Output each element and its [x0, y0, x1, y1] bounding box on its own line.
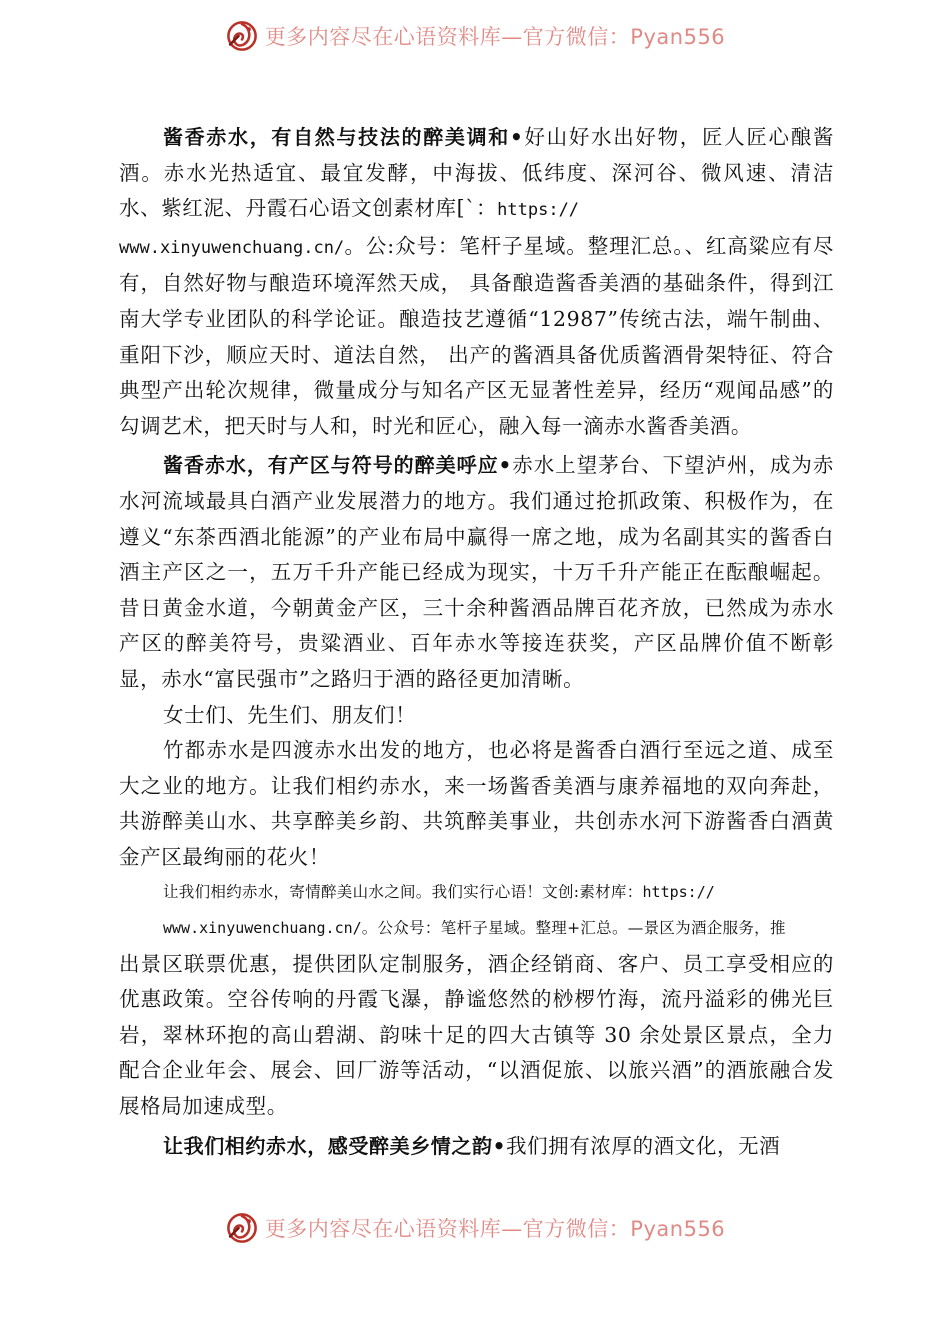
paragraph-1-url-a: https://	[497, 200, 580, 221]
document-body	[119, 120, 834, 1164]
paragraph-5-body: 出景区联票优惠，提供团队定制服务，酒企经销商、客户、员工享受相应的优惠政策。空谷传响的丹霞飞瀑，静谧悠然的桫椤竹海，流丹溢彩的佛光巨岩，翠林环抱的高山碧湖、韵味十足的四大古镇等 30 余处景区景点，全力配合企业年会、展会、回厂游等活动，“以酒促旅、以旅兴酒”的酒旅融合发展格局加速成型。	[119, 951, 834, 1119]
paragraph-2	[119, 448, 834, 697]
paragraph-5-small-a: 让我们相约赤水，寄情醉美山水之间。我们实行心语！文创:素材库：	[163, 883, 643, 902]
paragraph-5-small-b: 。公众号：笔杆子星域。整理+汇总。—景区为酒企服务，推	[361, 919, 786, 938]
paragraph-1-url-b: www.xinyuwenchuang.cn/	[119, 237, 345, 258]
header-banner-text: 更多内容尽在心语资料库—官方微信：Pyan556	[264, 25, 726, 49]
paragraph-5-line-1	[119, 875, 834, 911]
paragraph-6	[119, 1129, 834, 1165]
paragraph-5-line-2	[119, 911, 834, 947]
paragraph-1-text-b: 。公:众号：笔杆子星域。整理汇总。、红高粱应有尽有，自然好物与酿造环境浑然天成， 具备酿造酱香美酒的基础条件，得到江南大学专业团队的科学论证。酿造技艺遵循“12987”传统古法，端午制曲、重阳下沙，顺应天时、道法自然， 出产的酱酒具备优质酱酒骨架特征、符合典型产出轮次规律，微量成分与知名产区无显著性差异，经历“观闻品感”的勾调艺术，把天时与人和，时光和匠心，融入每一滴赤水酱香美酒。	[119, 233, 834, 438]
paragraph-4: 竹都赤水是四渡赤水出发的地方，也必将是酱香白酒行至远之道、成至大之业的地方。让我们相约赤水，来一场酱香美酒与康养福地的双向奔赴，共游醉美山水、共享醉美乡韵、共筑醉美事业，共创赤水河下游酱香白酒黄金产区最绚丽的花火！	[119, 738, 834, 869]
paragraph-6-lead: 让我们相约赤水，感受醉美乡情之韵•	[163, 1133, 506, 1158]
footer-banner-text: 更多内容尽在心语资料库—官方微信：Pyan556	[264, 1217, 726, 1241]
paragraph-2-text: 赤水上望茅台、下望泸州，成为赤水河流域最具白酒产业发展潜力的地方。我们通过抢抓政策、积极作为，在遵义“东茶西酒北能源”的产业布局中赢得一席之地，成为名副其实的酱香白酒主产区之一，五万千升产能已经成为现实，十万千升产能正在酝酿崛起。昔日黄金水道，今朝黄金产区，三十余种酱酒品牌百花齐放，已然成为赤水产区的醉美符号，贵粱酒业、百年赤水等接连获奖，产区品牌价值不断彰显，赤水“富民强市”之路归于酒的路径更加清晰。	[119, 453, 835, 691]
paragraph-5-url-a: https://	[642, 883, 715, 902]
paragraph-5-url-b: www.xinyuwenchuang.cn/	[163, 919, 362, 938]
red-swirl-logo-icon	[225, 19, 259, 53]
paragraph-3: 女士们、先生们、朋友们！	[163, 702, 417, 727]
header-banner	[0, 16, 950, 56]
red-swirl-logo-icon	[225, 1211, 259, 1245]
paragraph-2-lead: 酱香赤水，有产区与符号的醉美呼应•	[163, 453, 512, 478]
paragraph-1	[119, 120, 834, 444]
paragraph-6-text: 我们拥有浓厚的酒文化，无酒	[505, 1133, 781, 1158]
footer-banner	[0, 1208, 950, 1248]
paragraph-1-text-a: 好山好水出好物，匠人匠心酿酱酒。赤水光热适宜、最宜发酵，中海拔、低纬度、深河谷、微风速、清洁水、紫红泥、丹霞石心语文创素材库[`：	[119, 125, 834, 221]
paragraph-1-lead: 酱香赤水，有自然与技法的醉美调和•	[163, 125, 524, 149]
